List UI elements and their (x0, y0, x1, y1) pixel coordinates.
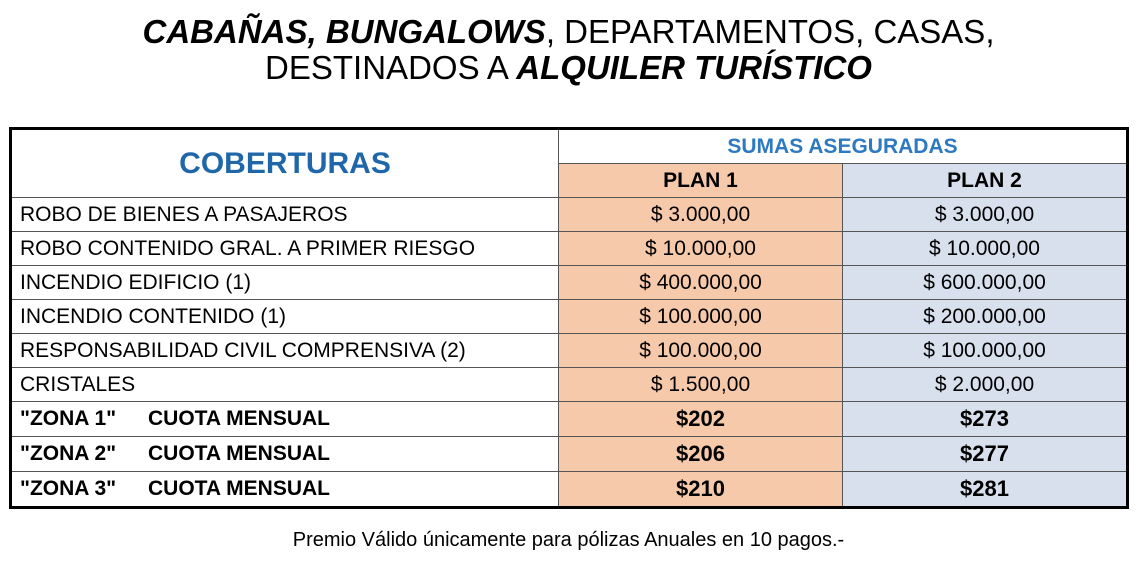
title-line-2 (0, 50, 1137, 86)
table-row (11, 300, 1128, 334)
plan-1-cuota: $206 (559, 437, 843, 472)
zona-row (11, 402, 1128, 437)
table-row (11, 368, 1128, 402)
zona-label (11, 437, 559, 472)
table-row (11, 334, 1128, 368)
plan-1-value: $ 10.000,00 (559, 232, 843, 266)
table-row (11, 198, 1128, 232)
plan-1-value: $ 100.000,00 (559, 334, 843, 368)
cuota-label: CUOTA MENSUAL (148, 477, 330, 500)
table-row (11, 232, 1128, 266)
footnote: Premio Válido únicamente para pólizas Anuales en 10 pagos.- (292, 529, 845, 551)
plan-2-value: $ 2.000,00 (843, 368, 1128, 402)
coverage-table (9, 127, 1129, 509)
plan-2-header: PLAN 2 (843, 164, 1128, 198)
table-row (11, 266, 1128, 300)
plan-2-value: $ 3.000,00 (843, 198, 1128, 232)
plan-1-header: PLAN 1 (559, 164, 843, 198)
zona-row (11, 437, 1128, 472)
page-title (0, 14, 1137, 86)
title-rest-1: , DEPARTAMENTOS, CASAS, (545, 13, 995, 50)
zona-row (11, 472, 1128, 508)
coverage-label: INCENDIO CONTENIDO (1) (11, 300, 559, 334)
header-row-top (11, 129, 1128, 164)
sumas-aseguradas-header: SUMAS ASEGURADAS (559, 129, 1128, 164)
coverage-label: ROBO CONTENIDO GRAL. A PRIMER RIESGO (11, 232, 559, 266)
zona-name: "ZONA 3" (20, 477, 117, 500)
zona-name: "ZONA 1" (20, 407, 117, 430)
title-line-1 (0, 14, 1137, 50)
cuota-label: CUOTA MENSUAL (148, 407, 330, 430)
plan-1-cuota: $202 (559, 402, 843, 437)
title-bold-2: ALQUILER TURÍSTICO (516, 49, 872, 86)
plan-1-cuota: $210 (559, 472, 843, 508)
coverage-label: INCENDIO EDIFICIO (1) (11, 266, 559, 300)
plan-1-value: $ 1.500,00 (559, 368, 843, 402)
plan-1-value: $ 3.000,00 (559, 198, 843, 232)
zona-label (11, 402, 559, 437)
plan-2-value: $ 10.000,00 (843, 232, 1128, 266)
coverage-label: CRISTALES (11, 368, 559, 402)
cuota-label: CUOTA MENSUAL (148, 442, 330, 465)
plan-1-value: $ 100.000,00 (559, 300, 843, 334)
plan-2-value: $ 600.000,00 (843, 266, 1128, 300)
plan-2-value: $ 100.000,00 (843, 334, 1128, 368)
plan-2-value: $ 200.000,00 (843, 300, 1128, 334)
coverage-label: ROBO DE BIENES A PASAJEROS (11, 198, 559, 232)
zona-name: "ZONA 2" (20, 442, 117, 465)
plan-2-cuota: $281 (843, 472, 1128, 508)
coverage-label: RESPONSABILIDAD CIVIL COMPRENSIVA (2) (11, 334, 559, 368)
plan-1-value: $ 400.000,00 (559, 266, 843, 300)
plan-2-cuota: $277 (843, 437, 1128, 472)
coberturas-header: COBERTURAS (11, 129, 559, 198)
title-bold-1: CABAÑAS, BUNGALOWS (142, 13, 546, 50)
zona-label (11, 472, 559, 508)
title-pre-2: DESTINADOS A (265, 49, 517, 86)
plan-2-cuota: $273 (843, 402, 1128, 437)
